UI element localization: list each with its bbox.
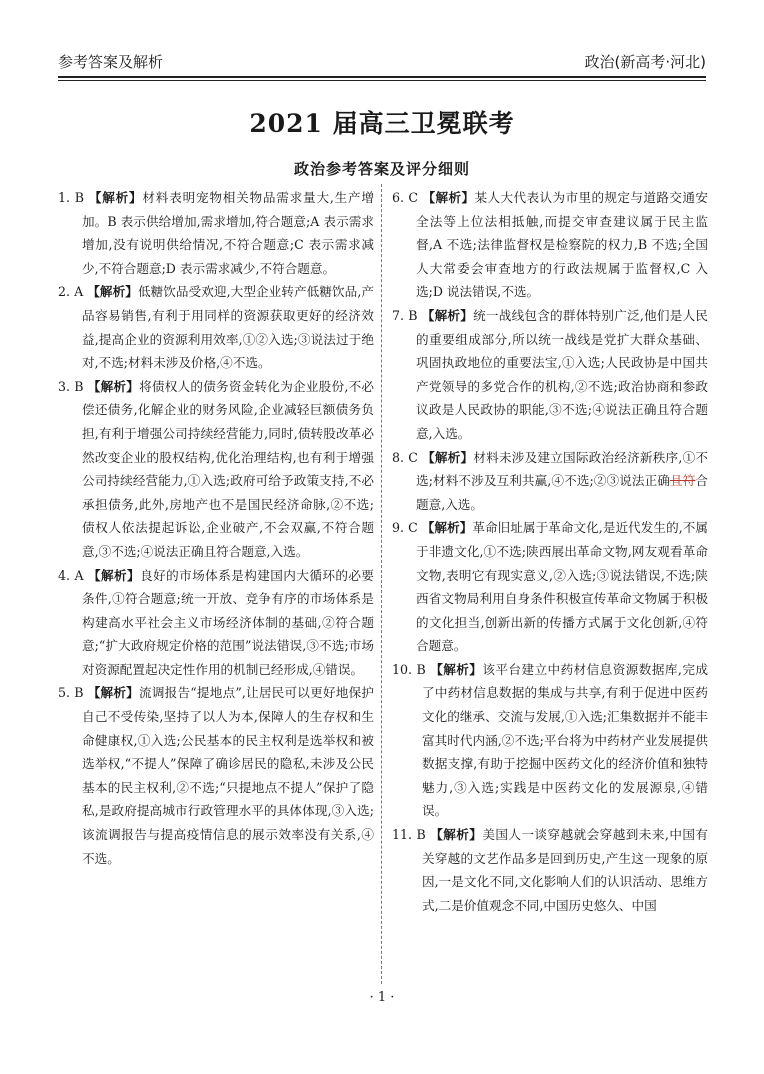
- analysis-tag: 【解析】: [430, 661, 483, 677]
- right-column: [392, 186, 708, 917]
- answer-item: 9. C 【解析】革命旧址属于革命文化,是近代发生的,不属于非遗文化,①不选;陕西展出革命文物,网友观看革命文物,表明它有现实意义,②入选;③说法错误,不选;陕西省文物局利用自身条件积极宣传革命文物属于积极的文化担当,创新出新的传播方式属于文化创新,④符合题意。: [392, 520, 709, 654]
- column-divider: [381, 184, 382, 984]
- struck-text: 且符: [670, 473, 696, 489]
- analysis-tag: 【解析】: [422, 449, 474, 465]
- answer-item: 5. B 【解析】流调报告“提地点”,让居民可以更好地保护自己不受传染,坚持了以人为本,保障人的生存权和生命健康权,①入选;公民基本的民主权利是选举权和被选举权,“不提人”保障了确诊居民的隐私,未涉及公民基本的民主权利,②不选;“只提地点不提人”保护了隐私,是政府提高城市行政管理水平的具体体现,③入选;该流调报告与提高疫情信息的展示效率没有关系,④不选。: [58, 685, 374, 866]
- analysis-tag: 【解析】: [87, 685, 139, 701]
- answer-item: 7. B 【解析】统一战线包含的群体特别广泛,他们是人民的重要组成部分,所以统一战线是党扩大群众基础、巩固执政地位的重要法宝,①入选;人民政协是中国共产党领导的多党合作的机构,②不选;政治协商和参政议政是人民政协的职能,③不选;④说法正确且符合题意,入选。: [392, 307, 708, 441]
- answer-item: 8. C 【解析】材料未涉及建立国际政治经济新秩序,①不选;材料不涉及互利共赢,④不选;②③说法正确且符合题意,入选。: [392, 449, 708, 512]
- analysis-tag: 【解析】: [421, 307, 474, 323]
- answer-item: 10. B 【解析】该平台建立中药材信息资源数据库,完成了中药材信息数据的集成与共享,有利于促进中医药文化的继承、交流与发展,①入选;汇集数据并不能丰富其时代内涵,②不选;平台将为中药材产业发展提供数据支撑,有助于挖掘中医药文化的经济价值和独特魅力,③入选;实践是中医药文化的发展源泉,④错误。: [392, 661, 708, 819]
- analysis-tag: 【解析】: [87, 378, 140, 394]
- page-header: [58, 44, 706, 72]
- page-number: · 1 ·: [369, 990, 395, 1005]
- answer-item: 1. B 【解析】材料表明宠物相关物品需求量大,生产增加。B 表示供给增加,需求增加,符合题意;A 表示需求增加,没有说明供给情况,不符合题意;C 表示需求减少,不符合题意;D 表示需求减少,不符合题意。: [58, 190, 374, 276]
- answer-item: 4. A 【解析】良好的市场体系是构建国内大循环的必要条件,①符合题意;统一开放、竞争有序的市场体系是构建高水平社会主义市场经济体制的基础,②符合题意;“扩大政府规定价格的范围”说法错误,③不选;市场对资源配置起决定性作用的机制已经形成,④错误。: [58, 567, 375, 677]
- header-right-label: 政治(新高考·河北): [584, 53, 706, 71]
- answer-item: 3. B 【解析】将债权人的债务资金转化为企业股份,不必偿还债务,化解企业的财务风险,企业减轻巨额债务负担,有利于增强公司持续经营能力,同时,债转股改革必然改变企业的股权结构,优化治理结构,也有利于增强公司持续经营能力,①入选;政府可给予政策支持,不必承担债务,此外,房地产也不是国民经济命脉,②不选;债权人依法提起诉讼,企业破产,不会双赢,不符合题意,③不选;④说法正确且符合题意,入选。: [58, 378, 374, 559]
- analysis-tag: 【解析】: [87, 567, 141, 583]
- analysis-tag: 【解析】: [421, 520, 473, 536]
- page-subtitle: 政治参考答案及评分细则: [293, 160, 470, 178]
- analysis-tag: 【解析】: [430, 827, 483, 843]
- header-rule: [58, 76, 706, 81]
- page-title: 2021 届高三卫冕联考: [249, 109, 515, 138]
- answer-item: 2. A 【解析】低糖饮品受欢迎,大型企业转产低糖饮品,产品容易销售,有利于用同样的资源获取更好的经济效益,提高企业的资源利用效率,①②入选;③说法过于绝对,不选;材料未涉及价格,④不选。: [58, 284, 374, 371]
- left-column: [58, 186, 374, 870]
- analysis-tag: 【解析】: [422, 190, 475, 205]
- answer-item: 11. B 【解析】美国人一谈穿越就会穿越到未来,中国有关穿越的文艺作品多是回到历史,产生这一现象的原因,一是文化不同,文化影响人们的认识活动、思维方式,二是价值观念不同,中国历史悠久、中国: [392, 827, 708, 913]
- analysis-tag: 【解析】: [87, 284, 138, 300]
- answer-item: 6. C 【解析】某人大代表认为市里的规定与道路交通安全法等上位法相抵触,而提交审查建议属于民主监督,A 不选;法律监督权是检察院的权力,B 不选;全国人大常委会审查地方的行政法规属于监督权,C 入选;D 说法错误,不选。: [392, 190, 709, 300]
- header-left-label: 参考答案及解析: [58, 53, 164, 71]
- analysis-tag: 【解析】: [88, 190, 143, 205]
